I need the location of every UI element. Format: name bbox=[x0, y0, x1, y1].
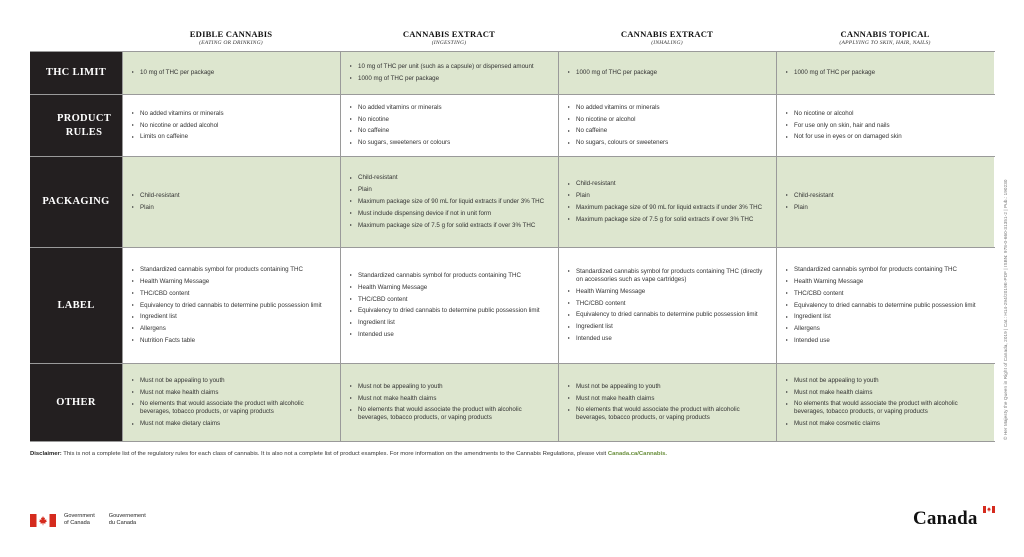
table-row-label bbox=[30, 247, 995, 363]
list-item: No caffeine bbox=[567, 127, 768, 135]
wordmark-text: Canada bbox=[913, 508, 978, 529]
bullet-list bbox=[567, 180, 768, 223]
table-cell bbox=[776, 52, 994, 94]
bullet-list bbox=[785, 69, 986, 77]
bullet-list bbox=[567, 69, 768, 77]
canada-flag-icon bbox=[30, 514, 56, 527]
list-item: Must not be appealing to youth bbox=[349, 383, 550, 391]
bullet-list bbox=[785, 110, 986, 142]
column-subtitle: (EATING OR DRINKING) bbox=[199, 40, 263, 46]
table-cell bbox=[340, 364, 558, 441]
table-cell bbox=[340, 95, 558, 156]
list-item: Plain bbox=[785, 204, 986, 212]
bullet-list bbox=[349, 104, 550, 147]
list-item: No added vitamins or minerals bbox=[567, 104, 768, 112]
bullet-list bbox=[349, 272, 550, 339]
bullet-list bbox=[785, 266, 986, 345]
gov-fr-line1: Gouvernement bbox=[108, 513, 146, 520]
table-row-packaging bbox=[30, 156, 995, 247]
table-row-other bbox=[30, 363, 995, 442]
column-subtitle: (INGESTING) bbox=[431, 40, 467, 46]
list-item: Allergens bbox=[131, 325, 332, 333]
column-subtitle: (APPLYING TO SKIN, HAIR, NAILS) bbox=[839, 40, 931, 46]
table-cell bbox=[558, 95, 776, 156]
table-cell bbox=[776, 95, 994, 156]
list-item: Allergens bbox=[785, 325, 986, 333]
regulations-table bbox=[30, 51, 995, 442]
list-item: Equivalency to dried cannabis to determine public possession limit bbox=[567, 311, 768, 319]
list-item: 1000 mg of THC per package bbox=[349, 75, 550, 83]
list-item: 1000 mg of THC per package bbox=[785, 69, 986, 77]
bullet-list bbox=[567, 383, 768, 423]
column-title: CANNABIS EXTRACT bbox=[620, 29, 714, 39]
list-item: No elements that would associate the product with alcoholic beverages, tobacco products, or vaping products bbox=[349, 406, 550, 422]
list-item: Ingredient list bbox=[349, 319, 550, 327]
bullet-list bbox=[131, 69, 332, 77]
bullet-list bbox=[567, 268, 768, 343]
bullet-list bbox=[131, 266, 332, 345]
bullet-list bbox=[349, 63, 550, 83]
list-item: Equivalency to dried cannabis to determine public possession limit bbox=[349, 307, 550, 315]
list-item: Plain bbox=[131, 204, 332, 212]
list-item: No nicotine or alcohol bbox=[785, 110, 986, 118]
list-item: Child-resistant bbox=[785, 192, 986, 200]
gov-en-line1: Government bbox=[64, 513, 95, 520]
list-item: Must not make health claims bbox=[131, 389, 332, 397]
list-item: THC/CBD content bbox=[785, 290, 986, 298]
table-cell bbox=[776, 364, 994, 441]
row-label: THC LIMIT bbox=[30, 52, 122, 94]
list-item: No sugars, colours or sweeteners bbox=[567, 139, 768, 147]
table-row-thc-limit bbox=[30, 51, 995, 94]
list-item: No elements that would associate the product with alcoholic beverages, tobacco products, or vaping products bbox=[567, 406, 768, 422]
table-cell bbox=[558, 52, 776, 94]
wordmark-flag-icon bbox=[983, 506, 995, 513]
list-item: Maximum package size of 90 mL for liquid extracts if under 3% THC bbox=[567, 204, 768, 212]
bullet-list bbox=[349, 383, 550, 423]
list-item: Intended use bbox=[785, 337, 986, 345]
list-item: Must not make health claims bbox=[349, 395, 550, 403]
table-cell bbox=[122, 52, 340, 94]
bullet-list bbox=[131, 192, 332, 212]
table-cell bbox=[122, 95, 340, 156]
list-item: Health Warning Message bbox=[349, 284, 550, 292]
list-item: Must not make health claims bbox=[785, 389, 986, 397]
bullet-list bbox=[131, 110, 332, 142]
list-item: Intended use bbox=[349, 331, 550, 339]
list-item: 10 mg of THC per package bbox=[131, 69, 332, 77]
table-cell bbox=[340, 52, 558, 94]
list-item: No sugars, sweeteners or colours bbox=[349, 139, 550, 147]
list-item: Must not be appealing to youth bbox=[785, 377, 986, 385]
list-item: For use only on skin, hair and nails bbox=[785, 122, 986, 130]
list-item: Nutrition Facts table bbox=[131, 337, 332, 345]
disclaimer-text: This is not a complete list of the regulatory rules for each class of cannabis. It is also not a complete list of product examples. For more information on the amendments to the Cannabis Regulations, please visit bbox=[61, 451, 608, 457]
bullet-list bbox=[567, 104, 768, 147]
row-label: PRODUCT RULES bbox=[30, 95, 138, 156]
list-item: Health Warning Message bbox=[567, 288, 768, 296]
list-item: No added vitamins or minerals bbox=[349, 104, 550, 112]
list-item: Child-resistant bbox=[567, 180, 768, 188]
disclaimer bbox=[30, 451, 995, 457]
list-item: Must not make health claims bbox=[567, 395, 768, 403]
publication-info: © Her Majesty the Queen in Right of Canada, 2019 | Cat.: H14-294/2019E-PDF | ISBN: 978-0-660-31351-2 | Pub.: 190230 bbox=[1003, 179, 1008, 440]
bullet-list bbox=[349, 174, 550, 229]
list-item: No caffeine bbox=[349, 127, 550, 135]
list-item: Plain bbox=[349, 186, 550, 194]
column-header-edible bbox=[122, 29, 340, 46]
column-title: CANNABIS TOPICAL bbox=[840, 29, 930, 39]
list-item: Standardized cannabis symbol for products containing THC (directly on accessories such as vape cartridges) bbox=[567, 268, 768, 284]
list-item: Maximum package size of 7.5 g for solid extracts if over 3% THC bbox=[349, 222, 550, 230]
list-item: Standardized cannabis symbol for products containing THC bbox=[131, 266, 332, 274]
list-item: Child-resistant bbox=[349, 174, 550, 182]
list-item: Maximum package size of 90 mL for liquid extracts if under 3% THC bbox=[349, 198, 550, 206]
list-item: Must include dispensing device if not in unit form bbox=[349, 210, 550, 218]
list-item: Must not make dietary claims bbox=[131, 420, 332, 428]
list-item: Child-resistant bbox=[131, 192, 332, 200]
list-item: No nicotine or alcohol bbox=[567, 116, 768, 124]
table-cell bbox=[558, 248, 776, 363]
table-cell bbox=[122, 157, 340, 247]
list-item: Ingredient list bbox=[131, 313, 332, 321]
bullet-list bbox=[785, 377, 986, 428]
government-signature bbox=[30, 512, 146, 528]
list-item: THC/CBD content bbox=[567, 300, 768, 308]
list-item: Health Warning Message bbox=[131, 278, 332, 286]
column-header-extract-ingesting bbox=[340, 29, 558, 46]
list-item: 10 mg of THC per unit (such as a capsule) or dispensed amount bbox=[349, 63, 550, 71]
list-item: No added vitamins or minerals bbox=[131, 110, 332, 118]
cannabis-link[interactable]: Canada.ca/Cannabis. bbox=[607, 451, 668, 457]
canada-wordmark bbox=[913, 504, 995, 530]
column-headers bbox=[30, 29, 995, 51]
list-item: 1000 mg of THC per package bbox=[567, 69, 768, 77]
row-label: PACKAGING bbox=[30, 157, 122, 247]
table-cell bbox=[558, 364, 776, 441]
gov-en-line2: of Canada bbox=[64, 520, 90, 526]
row-label: OTHER bbox=[30, 364, 122, 441]
list-item: No elements that would associate the product with alcoholic beverages, tobacco products, or vaping products bbox=[131, 400, 332, 416]
list-item: Ingredient list bbox=[567, 323, 768, 331]
table-cell bbox=[776, 157, 994, 247]
list-item: Limits on caffeine bbox=[131, 133, 332, 141]
column-title: CANNABIS EXTRACT bbox=[402, 29, 496, 39]
government-english bbox=[64, 513, 95, 526]
disclaimer-label: Disclaimer: bbox=[30, 451, 62, 457]
list-item: Ingredient list bbox=[785, 313, 986, 321]
list-item: Equivalency to dried cannabis to determine public possession limit bbox=[785, 302, 986, 310]
table-cell bbox=[340, 248, 558, 363]
list-item: Health Warning Message bbox=[785, 278, 986, 286]
table-cell bbox=[340, 157, 558, 247]
list-item: Standardized cannabis symbol for products containing THC bbox=[785, 266, 986, 274]
column-subtitle: (INHALING) bbox=[651, 40, 683, 46]
gov-fr-line2: du Canada bbox=[108, 520, 137, 526]
list-item: Equivalency to dried cannabis to determine public possession limit bbox=[131, 302, 332, 310]
list-item: THC/CBD content bbox=[131, 290, 332, 298]
list-item: Plain bbox=[567, 192, 768, 200]
table-cell bbox=[122, 364, 340, 441]
government-french bbox=[109, 513, 146, 526]
list-item: Maximum package size of 7.5 g for solid extracts if over 3% THC bbox=[567, 216, 768, 224]
table-row-product-rules bbox=[30, 94, 995, 156]
column-title: EDIBLE CANNABIS bbox=[189, 29, 273, 39]
list-item: Must not make cosmetic claims bbox=[785, 420, 986, 428]
list-item: Standardized cannabis symbol for products containing THC bbox=[349, 272, 550, 280]
table-cell bbox=[122, 248, 340, 363]
list-item: Intended use bbox=[567, 335, 768, 343]
list-item: THC/CBD content bbox=[349, 296, 550, 304]
bullet-list bbox=[131, 377, 332, 428]
column-header-extract-inhaling bbox=[558, 29, 776, 46]
list-item: Must not be appealing to youth bbox=[131, 377, 332, 385]
list-item: No nicotine or added alcohol bbox=[131, 122, 332, 130]
list-item: No elements that would associate the product with alcoholic beverages, tobacco products, or vaping products bbox=[785, 400, 986, 416]
column-header-topical bbox=[776, 29, 994, 46]
list-item: No nicotine bbox=[349, 116, 550, 124]
table-cell bbox=[558, 157, 776, 247]
table-cell bbox=[776, 248, 994, 363]
bullet-list bbox=[785, 192, 986, 212]
list-item: Not for use in eyes or on damaged skin bbox=[785, 133, 986, 141]
list-item: Must not be appealing to youth bbox=[567, 383, 768, 391]
row-label: LABEL bbox=[30, 248, 122, 363]
